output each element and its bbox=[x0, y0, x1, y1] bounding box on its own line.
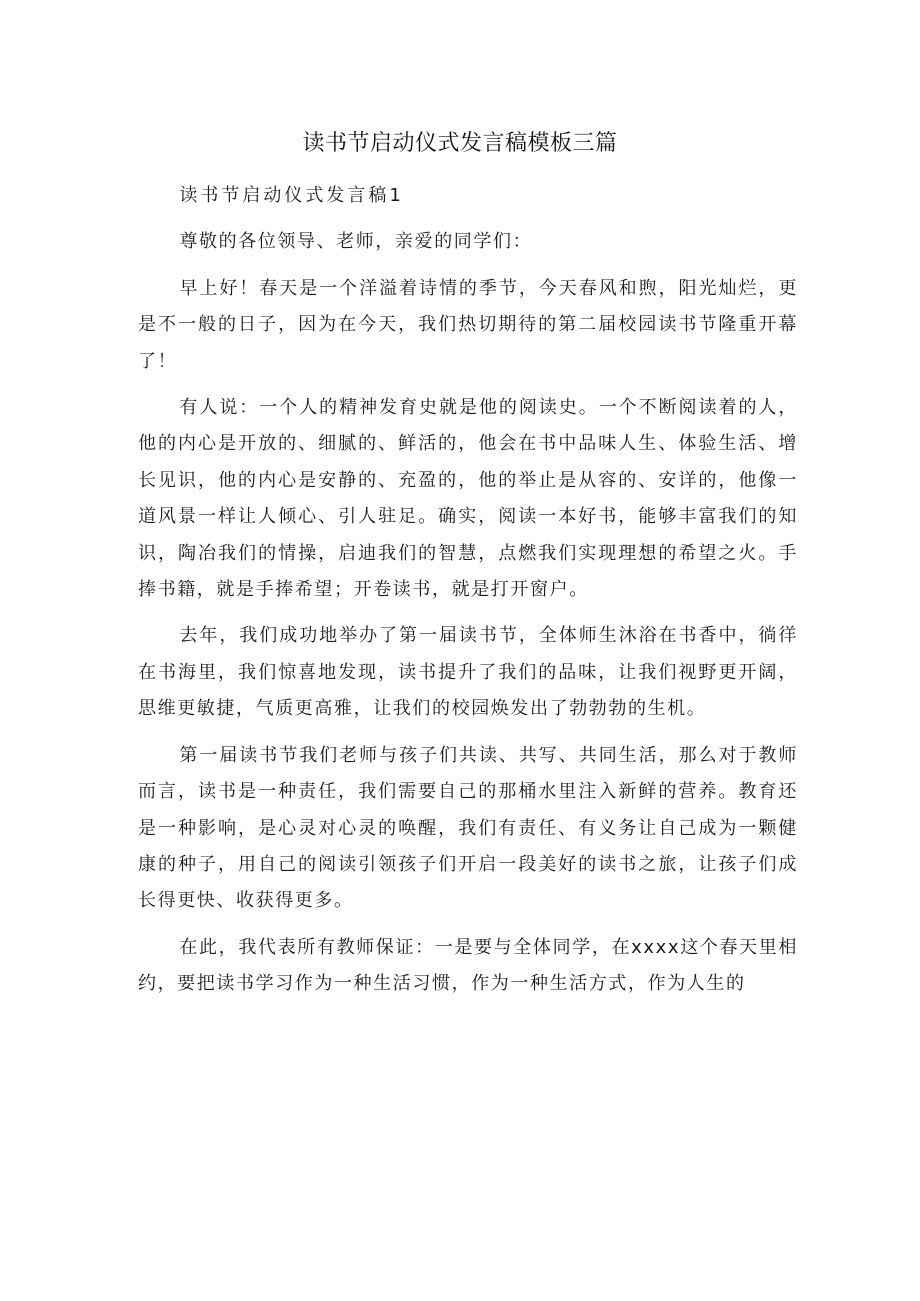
paragraph: 第一届读书节我们老师与孩子们共读、共写、共同生活，那么对于教师而言，读书是一种责任，我们需要自己的那桶水里注入新鲜的营养。教育还是一种影响，是心灵对心灵的唤醒，我们有责任、有义务让自己成为一颗健康的种子，用自己的阅读引领孩子们开启一段美好的读书之旅，让孩子们成长得更快、收获得更多。 bbox=[138, 744, 798, 912]
paragraph: 早上好！春天是一个洋溢着诗情的季节，今天春风和煦，阳光灿烂，更是不一般的日子，因为在今天，我们热切期待的第二届校园读书节隆重开幕了！ bbox=[138, 277, 798, 372]
paragraph: 去年，我们成功地举办了第一届读书节，全体师生沐浴在书香中，徜徉在书海里，我们惊喜地发现，读书提升了我们的品味，让我们视野更开阔，思维更敏捷，气质更高雅，让我们的校园焕发出了勃勃勃的生机。 bbox=[138, 625, 798, 720]
section-heading: 读书节启动仪式发言稿1 bbox=[179, 185, 404, 206]
document-title: 读书节启动仪式发言稿模板三篇 bbox=[302, 131, 618, 156]
document-body bbox=[138, 178, 798, 1013]
paragraph: 在此，我代表所有教师保证：一是要与全体同学，在xxxx这个春天里相约，要把读书学习作为一种生活习惯，作为一种生活方式，作为人生的 bbox=[138, 936, 798, 995]
paragraph: 有人说：一个人的精神发育史就是他的阅读史。一个不断阅读着的人，他的内心是开放的、细腻的、鲜活的，他会在书中品味人生、体验生活、增长见识，他的内心是安静的、充盈的，他的举止是从容的、安详的，他像一道风景一样让人倾心、引人驻足。确实，阅读一本好书，能够丰富我们的知识，陶冶我们的情操，启迪我们的智慧，点燃我们实现理想的希望之火。手捧书籍，就是手捧希望；开卷读书，就是打开窗户。 bbox=[138, 397, 798, 601]
salutation: 尊敬的各位领导、老师，亲爱的同学们： bbox=[179, 231, 533, 253]
